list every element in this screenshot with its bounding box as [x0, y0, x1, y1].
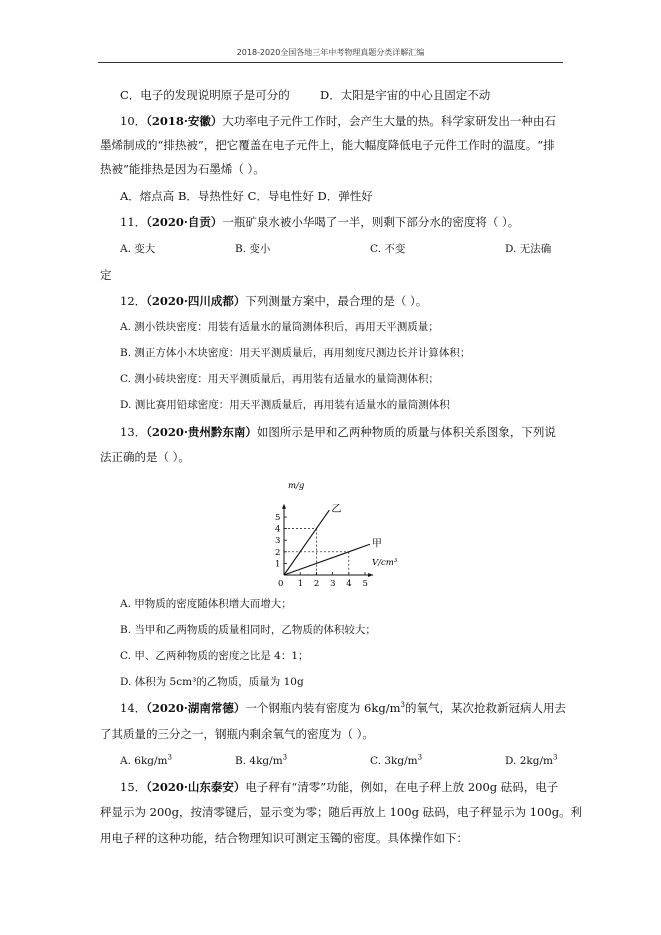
x-tick-label: 2: [313, 579, 320, 589]
y-tick-label: 5: [275, 513, 281, 523]
series-label: 乙: [331, 504, 342, 516]
q14-option-d-text: D. 2kg/m: [505, 755, 553, 767]
q14-option-b-sup: 3: [282, 753, 288, 762]
q11-source: （2020·自贡）: [146, 215, 223, 229]
q15-stem: 电子秤有“清零”功能，例如，在电子秤上放 200g 砝码，电子: [245, 780, 559, 794]
q11-number: 11．: [120, 215, 147, 229]
mass-volume-chart: [262, 474, 402, 592]
q11-option-c: C. 不变: [370, 243, 406, 255]
q14-option-b: [235, 752, 287, 770]
q10-line2: 墨烯制成的“排热被”，把它覆盖在电子元件上，能大幅度降低电子元件工作时的温度。“排: [100, 138, 555, 152]
q11-stem: 一瓶矿泉水被小华喝了一半，则剩下部分水的密度将（ ）。: [222, 215, 520, 229]
q10-options: A．熔点高 B．导热性好 C．导电性好 D．弹性好: [120, 189, 373, 203]
y-tick-label: 1: [275, 559, 281, 570]
y-axis-arrow: [282, 504, 286, 509]
q15-number: 15．: [120, 780, 147, 794]
y-tick-label: 2: [275, 547, 281, 558]
q13-source: （2020·贵州黔东南）: [146, 425, 257, 439]
q14-option-c-sup: 3: [417, 753, 423, 762]
q13-number: 13．: [120, 425, 147, 439]
x-tick-label: 5: [362, 579, 368, 589]
series-line: [284, 510, 329, 575]
q14-option-b-text: B. 4kg/m: [235, 755, 283, 767]
q10-source: （2018·安徽）: [146, 114, 223, 128]
series-label: 甲: [371, 538, 382, 550]
q9-option-d: D．太阳是宇宙的中心且固定不动: [320, 88, 491, 102]
y-axis-label: m/g: [288, 481, 305, 491]
q10-stem: 大功率电子元件工作时，会产生大量的热。科学家研发出一种由石: [222, 114, 556, 128]
q12-option-b: B. 测正方体小木块密度：用天平测质量后，再用刻度尺测边长并计算体积；: [120, 347, 471, 359]
x-axis-label: V/cm³: [372, 558, 398, 568]
page-header: 2018-2020全国各地三年中考物理真题分类详解汇编: [98, 44, 563, 63]
q14-line1: [120, 699, 566, 717]
q14-number: 14．: [120, 701, 147, 715]
q11-line1: [120, 213, 519, 231]
y-tick-label: 3: [275, 536, 281, 547]
q11-option-a: A. 变大: [120, 243, 156, 255]
q15-line1: [120, 778, 558, 796]
q12-number: 12．: [120, 294, 147, 308]
q12-line1: [120, 292, 427, 310]
y-tick-label: 4: [275, 524, 281, 535]
q11-option-d-cont: 定: [100, 268, 112, 282]
q12-option-a: A. 测小铁块密度：用装有适量水的量筒测体积后，再用天平测质量；: [120, 321, 439, 333]
q13-stem: 如图所示是甲和乙两种物质的质量与体积关系图象，下列说: [256, 425, 556, 439]
q15-line2: 秤显示为 200g，按清零键后，显示变为零；随后再放上 100g 砝码，电子秤显示为 100g。利: [100, 805, 583, 819]
q12-source: （2020·四川成都）: [146, 294, 246, 308]
x-tick-label: 3: [330, 579, 336, 589]
q14-option-a-text: A. 6kg/m: [120, 755, 168, 767]
x-axis-arrow: [368, 573, 373, 577]
q14-stem-b: 的氧气，某次抢救新冠病人用去: [404, 701, 566, 715]
q14-option-d: [505, 752, 557, 770]
q12-option-c: C. 测小砖块密度：用天平测质量后，再用装有适量水的量筒测体积；: [120, 373, 439, 385]
q13-line2: 法正确的是（ ）。: [100, 450, 190, 464]
x-tick-label: 0: [278, 579, 284, 589]
x-tick-label: 1: [297, 579, 304, 589]
q13-option-b: B. 当甲和乙两物质的质量相同时，乙物质的体积较大；: [120, 624, 376, 636]
q10-number: 10．: [120, 114, 147, 128]
q15-source: （2020·山东泰安）: [146, 780, 246, 794]
q13-line1: [120, 423, 556, 441]
q15-line3: 用电子秤的这种功能，结合物理知识可测定玉镯的密度。具体操作如下：: [100, 831, 468, 845]
q14-line2: 了其质量的三分之一，钢瓶内剩余氧气的密度为（ ）。: [100, 727, 374, 741]
q11-option-b: B. 变小: [235, 243, 271, 255]
q14-source: （2020·湖南常德）: [146, 701, 246, 715]
q13-option-a: A. 甲物质的密度随体积增大而增大；: [120, 598, 292, 610]
q14-option-c-text: C. 3kg/m: [370, 755, 418, 767]
q9-option-c: C．电子的发现说明原子是可分的: [120, 88, 290, 102]
q10-line1: [120, 112, 556, 130]
q14-option-a: [120, 752, 172, 770]
q11-option-d: D. 无法确: [505, 243, 552, 255]
q14-stem-sup: 3: [400, 701, 405, 710]
x-tick-label: 4: [346, 579, 352, 589]
q10-line3: 热被”能排热是因为石墨烯（ ）。: [100, 162, 265, 176]
q12-option-d: D. 测比赛用铅球密度：用天平测质量后，再用装有适量水的量筒测体积: [120, 399, 450, 411]
q14-stem-a: 一个钢瓶内装有密度为 6kg/m: [245, 701, 401, 715]
q14-option-d-sup: 3: [552, 753, 558, 762]
q14-option-c: [370, 752, 422, 770]
series-line: [284, 544, 370, 575]
q13-option-c: C. 甲、乙两种物质的密度之比是 4：1；: [120, 650, 309, 662]
q12-stem: 下列测量方案中，最合理的是（ ）。: [245, 294, 428, 308]
q14-option-a-sup: 3: [167, 753, 172, 762]
q13-option-d: D. 体积为 5cm³的乙物质，质量为 10g: [120, 676, 304, 688]
